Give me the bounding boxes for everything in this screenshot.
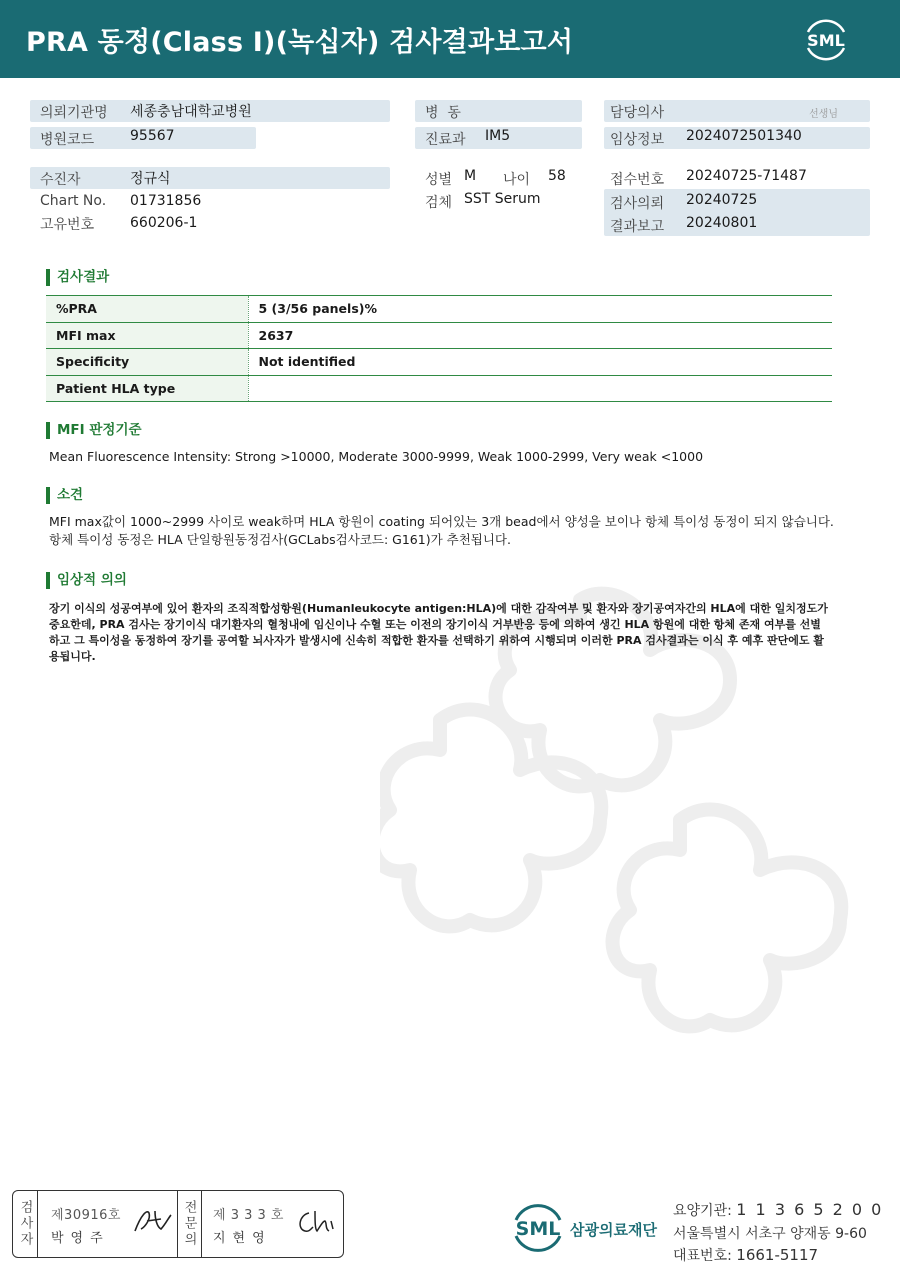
sex-value: M	[464, 168, 477, 184]
footer-phone-label: 대표번호:	[673, 1248, 732, 1264]
footer-org-name: 삼광의료재단	[570, 1221, 657, 1239]
chart-value: 01731856	[130, 193, 202, 209]
footer-sml-logo-icon	[508, 1200, 568, 1256]
report-label: 결과보고	[610, 219, 665, 235]
request-value: 20240725	[686, 192, 758, 208]
unique-label: 고유번호	[40, 217, 95, 233]
report-header	[0, 0, 900, 78]
department-label: 진료과	[425, 132, 466, 148]
footer-logo-text: SML	[515, 1218, 561, 1240]
result-key: MFI max	[46, 322, 248, 349]
unique-value: 660206-1	[130, 215, 198, 231]
specimen-value: SST Serum	[464, 191, 541, 207]
sex-label: 성별	[425, 172, 453, 188]
results-table	[46, 295, 832, 402]
opinion-text: MFI max값이 1000~2999 사이로 weak하며 HLA 항원이 coating 되어있는 3개 bead에서 양성을 보이나 항체 특이성 동정이 되지 않습니다. 항체 특이성 동정은 HLA 단일항원동정검사(GCLabs검사코드: G161)가 추천됩니다.	[49, 514, 834, 547]
table-row	[46, 375, 832, 402]
result-value	[248, 375, 832, 402]
patient-value: 정규식	[130, 171, 171, 187]
clinical-text: 장기 이식의 성공여부에 있어 환자의 조직적합성항원(Humanleukocyte antigen:HLA)에 대한 감작여부 및 환자와 장기공여자간의 HLA에 대한 일치정도가 중요한데, PRA 검사는 장기이식 대기환자의 혈청내에 임신이나 수혈 또는 이전의 장기이식 거부반응 등에 의하여 생긴 HLA 항원에 대한 항체 존재 여부를 선별하고 그 특이성을 동정하여 장기를 공여할 뇌사자가 발생시에 신속히 적합한 환자를 선택하기 위하여 시행되며 이러한 PRA 검사결과는 이식 후 예후 판단에도 활용됩니다.	[49, 602, 828, 663]
opinion-title: 소견	[46, 487, 83, 504]
patient-bar	[30, 167, 390, 189]
clinical-info-label: 임상정보	[610, 132, 665, 148]
report-value: 20240801	[686, 215, 758, 231]
specimen-label: 검체	[425, 195, 453, 211]
report-title: PRA 동정(Class I)(녹십자) 검사결과보고서	[26, 27, 574, 58]
footer-code	[673, 1200, 883, 1220]
patient-label: 수진자	[40, 172, 81, 188]
clinical-title: 임상적 의의	[46, 572, 127, 589]
result-value: 2637	[248, 322, 832, 349]
age-value: 58	[548, 168, 566, 184]
result-key: %PRA	[46, 296, 248, 323]
institution-label: 의뢰기관명	[40, 105, 108, 121]
tester-signature-icon	[131, 1205, 175, 1235]
hospital-code-value: 95567	[130, 128, 175, 144]
results-title: 검사결과	[46, 269, 109, 286]
tester-number: 제30916호	[51, 1208, 121, 1223]
result-value: 5 (3/56 panels)%	[248, 296, 832, 323]
institution-value: 세종충남대학교병원	[130, 104, 252, 120]
signature-box	[12, 1190, 344, 1258]
result-key: Patient HLA type	[46, 375, 248, 402]
age-label: 나이	[503, 172, 531, 188]
stamp-divider	[37, 1191, 38, 1257]
specialist-label-text: 전문의	[181, 1200, 197, 1248]
mfi-title: MFI 판정기준	[46, 422, 142, 439]
result-key: Specificity	[46, 349, 248, 376]
table-row	[46, 296, 832, 323]
doctor-suffix: 선생님	[809, 109, 838, 120]
department-value: IM5	[485, 128, 511, 144]
stamp-divider	[201, 1191, 202, 1257]
table-row	[46, 349, 832, 376]
sml-logo-icon	[800, 14, 852, 66]
specialist-number: 제 3 3 3 호	[213, 1208, 284, 1223]
tester-label	[13, 1191, 37, 1257]
specialist-label	[177, 1191, 201, 1257]
mfi-text: Mean Fluorescence Intensity: Strong >10000, Moderate 3000-9999, Weak 1000-2999, Very weak <1000	[49, 449, 704, 464]
specialist-name: 지현영	[213, 1231, 272, 1246]
tester-label-text: 검사자	[17, 1200, 33, 1248]
table-row	[46, 322, 832, 349]
footer-code-label: 요양기관:	[673, 1203, 732, 1219]
footer-code-value: 1 1 3 6 5 2 0 0	[736, 1200, 884, 1219]
request-label: 검사의뢰	[610, 196, 665, 212]
footer-phone	[673, 1245, 818, 1265]
ward-label: 병 동	[425, 105, 461, 121]
receipt-label: 접수번호	[610, 172, 665, 188]
clinical-info-value: 2024072501340	[686, 128, 802, 144]
hospital-code-label: 병원코드	[40, 132, 95, 148]
receipt-value: 20240725-71487	[686, 168, 807, 184]
result-value: Not identified	[248, 349, 832, 376]
doctor-label: 담당의사	[610, 105, 665, 121]
specialist-signature-icon	[295, 1207, 337, 1237]
chart-label: Chart No.	[40, 193, 107, 209]
footer-phone-value: 1661-5117	[736, 1246, 819, 1264]
header-logo-text: SML	[807, 31, 845, 50]
tester-name: 박영주	[51, 1231, 110, 1246]
footer-address: 서울특별시 서초구 양재동 9-60	[673, 1226, 867, 1242]
